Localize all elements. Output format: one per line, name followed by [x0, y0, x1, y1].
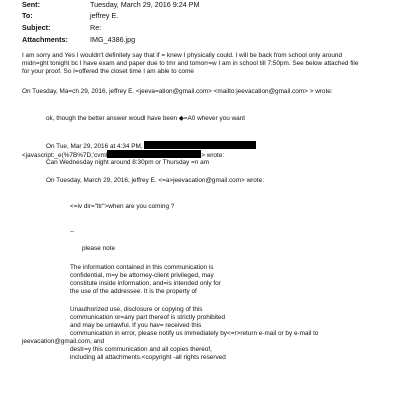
html-div-line: <=iv dir="ltr">when are you coming ?	[70, 203, 175, 210]
sent-label: Sent:	[22, 0, 40, 9]
attachments-label: Attachments:	[22, 35, 68, 44]
disclaimer-1-line4: the use of the addressee. It is the property of	[70, 288, 197, 295]
quote-header-3: On Tuesday, March 29, 2016, jeffrey E. <=a>jeevacation@gmail.com> wrote:	[46, 177, 264, 184]
disclaimer-2-line2: communication or=any part thereof is strictly prohibited	[70, 314, 226, 321]
quote-header-1: On Tuesday, Ma=ch 29, 2016, jeffrey E. <jeeva=ation@gmail.com> <mailto:jeevacation@gmail.com> > wrote:	[22, 88, 333, 95]
please-note: please note	[82, 245, 116, 252]
disclaimer-2-line3: and may be unlawful. If you hav= received this	[70, 322, 202, 329]
reply-line-1: ok, though the better answer woudl have been ◆=A0 whever you want	[46, 115, 246, 122]
quote-header-2-prefix: On Tue, Mar 29, 2016 at 4:34 PM,	[46, 143, 143, 150]
signature-separator: --	[70, 228, 75, 235]
body-para1-line1: I am sorry and Yes I wouldn't definitely say that if = knew I physically could. I will be back from school only around	[22, 52, 343, 59]
disclaimer-2-line6: destr=y this communication and all copies thereof,	[70, 346, 212, 353]
redaction-block	[144, 141, 256, 149]
to-value: jeffrey E.	[90, 11, 119, 20]
disclaimer-2-line5: jeevacation@gmail.com, and	[22, 338, 105, 345]
subject-value: Re:	[90, 23, 102, 32]
reply-line-2: Can Wednesday night around 8:30pm or Thursday =n am	[46, 159, 210, 166]
sent-value: Tuesday, March 29, 2016 9:24 PM	[90, 0, 200, 9]
disclaimer-1-line3: constitute inside information, and=is intended only for	[70, 280, 221, 287]
redaction-block	[107, 150, 201, 158]
disclaimer-2-line4: communication in error, please notify us immediately by<=r>return e-mail or by e-mail to	[70, 330, 319, 337]
disclaimer-2-line1: Unauthorized use, disclosure or copying of this	[70, 306, 203, 313]
body-para1-line2: midn=ght tonight bc I have exam and paper due to tmr and tomorr=w I am in school till 7:50pm. See below attached file	[22, 60, 359, 67]
to-label: To:	[22, 11, 33, 20]
quote-header-2-line2-suffix: > wrote:	[201, 152, 225, 159]
quote-header-2-line2-prefix: <javascript:_e(%7B%7D,'cvml	[22, 152, 108, 159]
subject-label: Subject:	[22, 23, 51, 32]
attachment-filename: IMG_4386.jpg	[90, 35, 136, 44]
body-para1-line3: for your proof. So I=offered the closet time I am able to come	[22, 68, 194, 75]
disclaimer-1-line1: The information contained in this communication is	[70, 264, 214, 271]
disclaimer-2-line7: including all attachments.<copyright -all rights reserved	[70, 354, 226, 361]
disclaimer-1-line2: confidential, m=y be attorney-client privileged, may	[70, 272, 214, 279]
